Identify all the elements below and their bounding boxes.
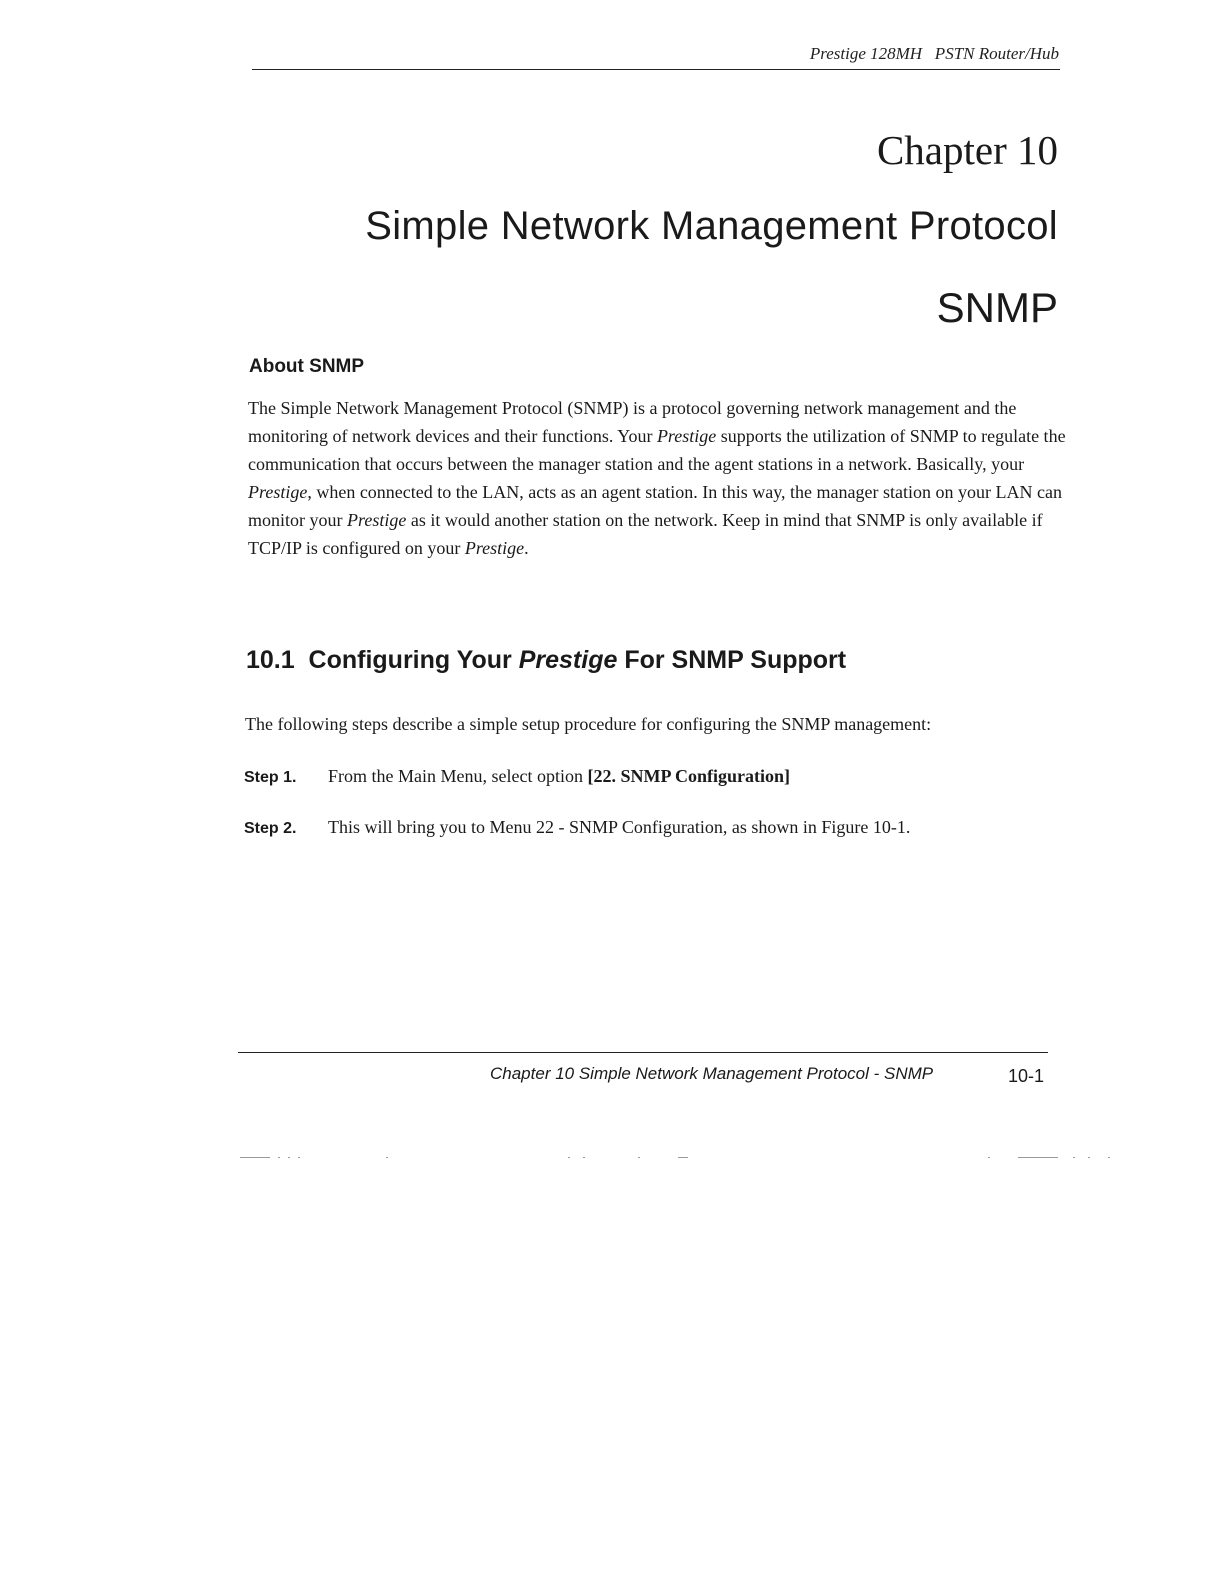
step-text: [328, 766, 790, 787]
paragraph-text: as it would another station on the network. Keep in mind that SNMP is only available if TCP/IP is configured on your: [248, 510, 1043, 558]
product-name: Prestige: [464, 538, 525, 558]
chapter-title: Simple Network Management Protocol: [365, 204, 1058, 248]
paragraph-text: , when connected to the LAN, acts as an agent station. In this way, the manager station on your LAN can monitor your: [248, 482, 1062, 530]
step-text: [328, 817, 910, 838]
product-name: Prestige: [656, 426, 717, 446]
step-2: [244, 817, 910, 838]
running-header: Prestige 128MH PSTN Router/Hub: [809, 44, 1059, 63]
step-label: Step 1.: [244, 769, 297, 786]
footer-chapter-text: Chapter 10 Simple Network Management Protocol - SNMP: [490, 1064, 934, 1083]
product-name: Prestige: [347, 510, 407, 530]
scan-artifact-specks: [238, 1155, 1118, 1161]
about-paragraph: [248, 394, 1068, 562]
step-instruction: From the Main Menu, select option: [328, 766, 588, 786]
paragraph-text: supports the utilization of SNMP to regulate the communication that occurs between the manager station and the agent stations in a network. Basically, your: [248, 426, 1066, 474]
section-10-1-heading: [246, 646, 846, 675]
footer-page-number: 10-1: [1008, 1066, 1045, 1086]
heading-prefix: 10.1 Configuring Your: [246, 646, 519, 674]
step-instruction: This will bring you to Menu 22 - SNMP Configuration, as shown in Figure 10-1.: [328, 817, 911, 837]
chapter-subtitle: SNMP: [936, 284, 1058, 331]
step-label: Step 2.: [244, 820, 297, 837]
footer-rule: [238, 1052, 1048, 1053]
paragraph-text: .: [524, 538, 529, 558]
paragraph-text: The Simple Network Management Protocol (SNMP) is a protocol governing network management and the monitoring of network devices and their functions. Your: [248, 398, 1017, 446]
heading-suffix: For SNMP Support: [617, 646, 847, 674]
about-heading: About SNMP: [249, 356, 365, 377]
steps-intro: The following steps describe a simple setup procedure for configuring the SNMP management:: [245, 714, 932, 734]
header-rule: [252, 69, 1060, 70]
step-1: [244, 766, 790, 787]
product-name: Prestige: [248, 482, 308, 502]
heading-product-name: Prestige: [518, 646, 618, 674]
menu-option: [22. SNMP Configuration]: [587, 766, 790, 786]
chapter-number: Chapter 10: [876, 127, 1058, 173]
